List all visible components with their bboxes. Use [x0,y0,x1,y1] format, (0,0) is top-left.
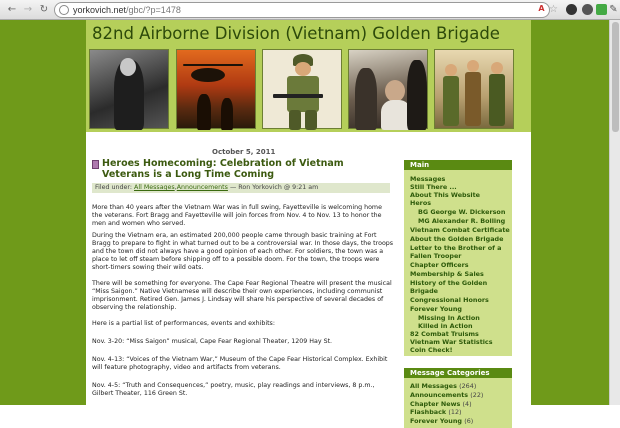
category-announcements[interactable] [410,391,483,399]
sidebar-item-letter-cont[interactable]: Fallen Trooper [410,252,462,260]
scrollbar-thumb[interactable] [612,22,619,132]
globe-icon [59,5,69,15]
sidebar-item-statistics[interactable]: Vietnam War Statistics [410,338,493,346]
post-paragraph: During the Vietnam era, an estimated 200,000 people came through basic training at Fort Bragg to prepare to fight in what turned out to be a controversial war. In those days, the troops and the town did not always have a good opinion of each other. For soldiers, the town was a place to let off steam before shipping off to a possible doom. For the town, the troops were short-timers sowing their wild oats. [92,232,394,271]
sidebar-item-bolling[interactable]: MG Alexander R. Bolling [418,217,506,225]
category-all-messages[interactable] [410,382,476,390]
extension-icon[interactable] [582,4,593,15]
sidebar-item-about-brigade[interactable]: About the Golden Brigade [410,235,504,243]
post-paragraph: Nov. 4-13: “Voices of the Vietnam War,” Museum of the Cape Fear Historical Complex. Exhibit will feature photography, video and artifacts from veterans. [92,356,388,371]
sidebar-main-heading: Main [404,160,512,170]
sidebar-item-coin-check[interactable]: Coin Check! [410,346,453,354]
translate-icon[interactable]: A [538,4,545,13]
category-count: (22) [470,391,484,399]
category-link-announcements[interactable]: Announcements [176,184,228,191]
browser-toolbar [0,0,620,20]
bookmark-star-icon[interactable]: ☆ [549,4,558,15]
category-count: (4) [462,400,472,408]
category-forever-young[interactable] [410,417,473,425]
category-link-all-messages[interactable]: All Messages [134,184,175,191]
post-title[interactable]: Heroes Homecoming: Celebration of Vietnam Veterans is a Long Time Coming [102,158,344,180]
sidebar-item-history[interactable]: History of the Golden [410,279,488,287]
url-host: yorkovich.net [73,5,127,15]
post-paragraph: More than 40 years after the Vietnam War was in full swing, Fayetteville is welcoming home the veterans. Fort Bragg and Fayetteville will join forces from Nov. 4 to Nov. 13 to honor the men and women who served. [92,204,382,227]
sidebar-item-heros[interactable]: Heros [410,199,432,207]
forward-arrow-icon[interactable]: → [23,4,33,15]
sidebar-item-honors[interactable]: Congressional Honors [410,296,489,304]
sidebar-item-messages[interactable]: Messages [410,175,446,183]
category-name: Announcements [410,391,469,399]
post-paragraph: There will be something for everyone. The Cape Fear Regional Theatre will present the musical “Miss Saigon.” Native Vietnamese will describe their own experiences, including communist imprisonment. Retired Gen. James J. Lindsay will share his perspective of several decades of observing the relationship. [92,280,392,311]
sidebar-item-forever-young[interactable]: Forever Young [410,305,462,313]
sidebar-categories-box [404,368,512,408]
category-chapter-news[interactable] [410,400,472,408]
sidebar-item-about-website[interactable]: About This Website [410,191,480,199]
sidebar-item-dickerson[interactable]: BG George W. Dickerson [418,208,506,216]
page-container [86,20,531,425]
sidebar-main-box [404,160,512,338]
sidebar-item-kia[interactable]: Killed in Action [418,322,473,330]
extension-icon[interactable] [566,4,577,15]
category-name: All Messages [410,382,457,390]
site-header [86,20,531,132]
sidebar-categories-box-cont [404,408,512,428]
url-text[interactable] [73,5,181,15]
post-meta [92,183,390,193]
post-date: October 5, 2011 [212,148,276,156]
sidebar-categories-heading: Message Categories [404,368,512,378]
category-name: Flashback [410,408,447,416]
category-name: Chapter News [410,400,461,408]
extension-icon[interactable] [596,4,607,15]
category-flashback[interactable] [410,408,462,416]
address-bar[interactable] [54,2,550,18]
post-paragraph: Here is a partial list of performances, events and exhibits: [92,320,275,327]
filed-author: — Ron Yorkovich @ 9:21 am [229,184,319,191]
sidebar-item-combat-certificate[interactable]: Vietnam Combat Certificate [410,226,510,234]
reload-icon[interactable]: ↻ [39,4,49,15]
wrench-menu-icon[interactable]: ✎ [609,4,618,15]
header-photo-helicopter [176,49,256,129]
post-icon [92,160,99,169]
category-count: (12) [448,408,462,416]
category-name: Forever Young [410,417,462,425]
post-paragraph: Nov. 3-20: “Miss Saigon” musical, Cape Fear Regional Theater, 1209 Hay St. [92,338,333,345]
sidebar-item-history-cont[interactable]: Brigade [410,287,439,295]
header-photo-veterans [348,49,428,129]
vertical-scrollbar[interactable] [609,20,620,405]
filed-separator: , [174,184,177,191]
url-path: /gbc/?p=1478 [126,5,181,15]
header-photo-soldier-group [434,49,514,129]
sidebar-item-membership[interactable]: Membership & Sales [410,270,484,278]
header-photo-soldier-illustration [262,49,342,129]
sidebar-item-truisms[interactable]: 82 Combat Truisms [410,330,479,338]
sidebar-item-officers[interactable]: Chapter Officers [410,261,469,269]
site-title[interactable]: 82nd Airborne Division (Vietnam) Golden Brigade [92,24,500,43]
category-count: (264) [459,382,477,390]
header-photo-soldier-portrait [89,49,169,129]
back-arrow-icon[interactable]: ← [7,4,17,15]
sidebar-item-letter[interactable]: Letter to the Brother of a [410,244,502,252]
filed-prefix: Filed under: [95,184,132,191]
sidebar-item-mia[interactable]: Missing In Action [418,314,480,322]
sidebar-main-box-cont [404,338,512,356]
sidebar-item-still-there[interactable]: Still There ... [410,183,457,191]
category-count: (6) [464,417,474,425]
post-paragraph: Nov. 4-5: “Truth and Consequences,” poetry, music, play readings and interviews, 8 p.m., Gilbert Theater, 116 Green St. [92,382,375,397]
